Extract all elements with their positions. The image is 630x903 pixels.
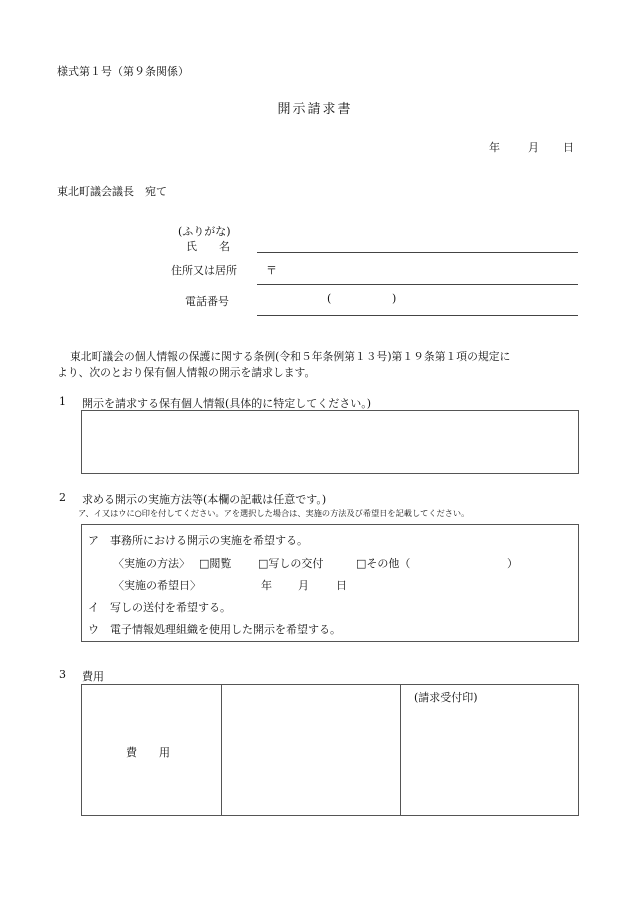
fee-table-divider-2 xyxy=(400,684,401,816)
section1-number: 1 xyxy=(59,395,66,408)
method-other-checkbox[interactable]: □その他（ xyxy=(356,557,411,570)
date-wish-month: 月 xyxy=(298,579,309,592)
name-field[interactable] xyxy=(257,252,578,253)
intro-text-line2: より、次のとおり保有個人情報の開示を請求します。 xyxy=(57,366,316,379)
date-year-label: 年 xyxy=(489,141,500,154)
phone-label: 電話番号 xyxy=(185,295,229,308)
name-label: 氏 名 xyxy=(186,240,230,253)
section2-note: ア、イ又はウに○印を付してください。アを選択した場合は、実施の方法及び希望日を記載してください。 xyxy=(78,508,470,518)
section3-number: 3 xyxy=(59,668,66,681)
address-field[interactable] xyxy=(257,284,578,285)
phone-paren-open: ( xyxy=(327,292,332,305)
method-copy-checkbox[interactable]: □写しの交付 xyxy=(258,557,324,570)
intro-text-line1: 東北町議会の個人情報の保護に関する条例(令和５年条例第１３号)第１９条第１項の規定に xyxy=(70,350,511,363)
addressee: 東北町議会議長 宛て xyxy=(57,185,167,198)
date-wish-label: 〈実施の希望日〉 xyxy=(113,579,201,592)
stamp-label: (請求受付印) xyxy=(414,691,478,704)
method-browse-checkbox[interactable]: □閲覧 xyxy=(199,557,232,570)
fee-label: 費 用 xyxy=(126,746,170,759)
date-month-label: 月 xyxy=(528,141,539,154)
postal-mark: 〒 xyxy=(266,264,277,277)
section1-label: 開示を請求する保有個人情報(具体的に特定してください。) xyxy=(82,397,372,410)
phone-field[interactable] xyxy=(257,315,578,316)
form-number: 様式第１号（第９条関係） xyxy=(57,65,189,78)
section2-number: 2 xyxy=(59,491,66,504)
phone-paren-close: ) xyxy=(392,292,397,305)
option-b[interactable]: イ 写しの送付を希望する。 xyxy=(88,601,231,614)
method-other-close: ） xyxy=(507,557,518,570)
date-wish-year: 年 xyxy=(261,579,272,592)
date-wish-day: 日 xyxy=(336,579,347,592)
option-a[interactable]: ア 事務所における開示の実施を希望する。 xyxy=(88,534,308,547)
address-label: 住所又は居所 xyxy=(171,264,237,277)
section2-label: 求める開示の実施方法等(本欄の記載は任意です。) xyxy=(82,493,327,506)
page-title: 開示請求書 xyxy=(277,102,353,117)
section3-label: 費用 xyxy=(82,670,104,683)
section1-input-box[interactable] xyxy=(81,410,579,474)
option-c[interactable]: ウ 電子情報処理組織を使用した開示を希望する。 xyxy=(88,623,341,636)
fee-amount-field[interactable] xyxy=(222,685,400,815)
method-label: 〈実施の方法〉 xyxy=(113,557,190,570)
furigana-label: (ふりがな) xyxy=(178,225,231,238)
date-day-label: 日 xyxy=(563,141,574,154)
